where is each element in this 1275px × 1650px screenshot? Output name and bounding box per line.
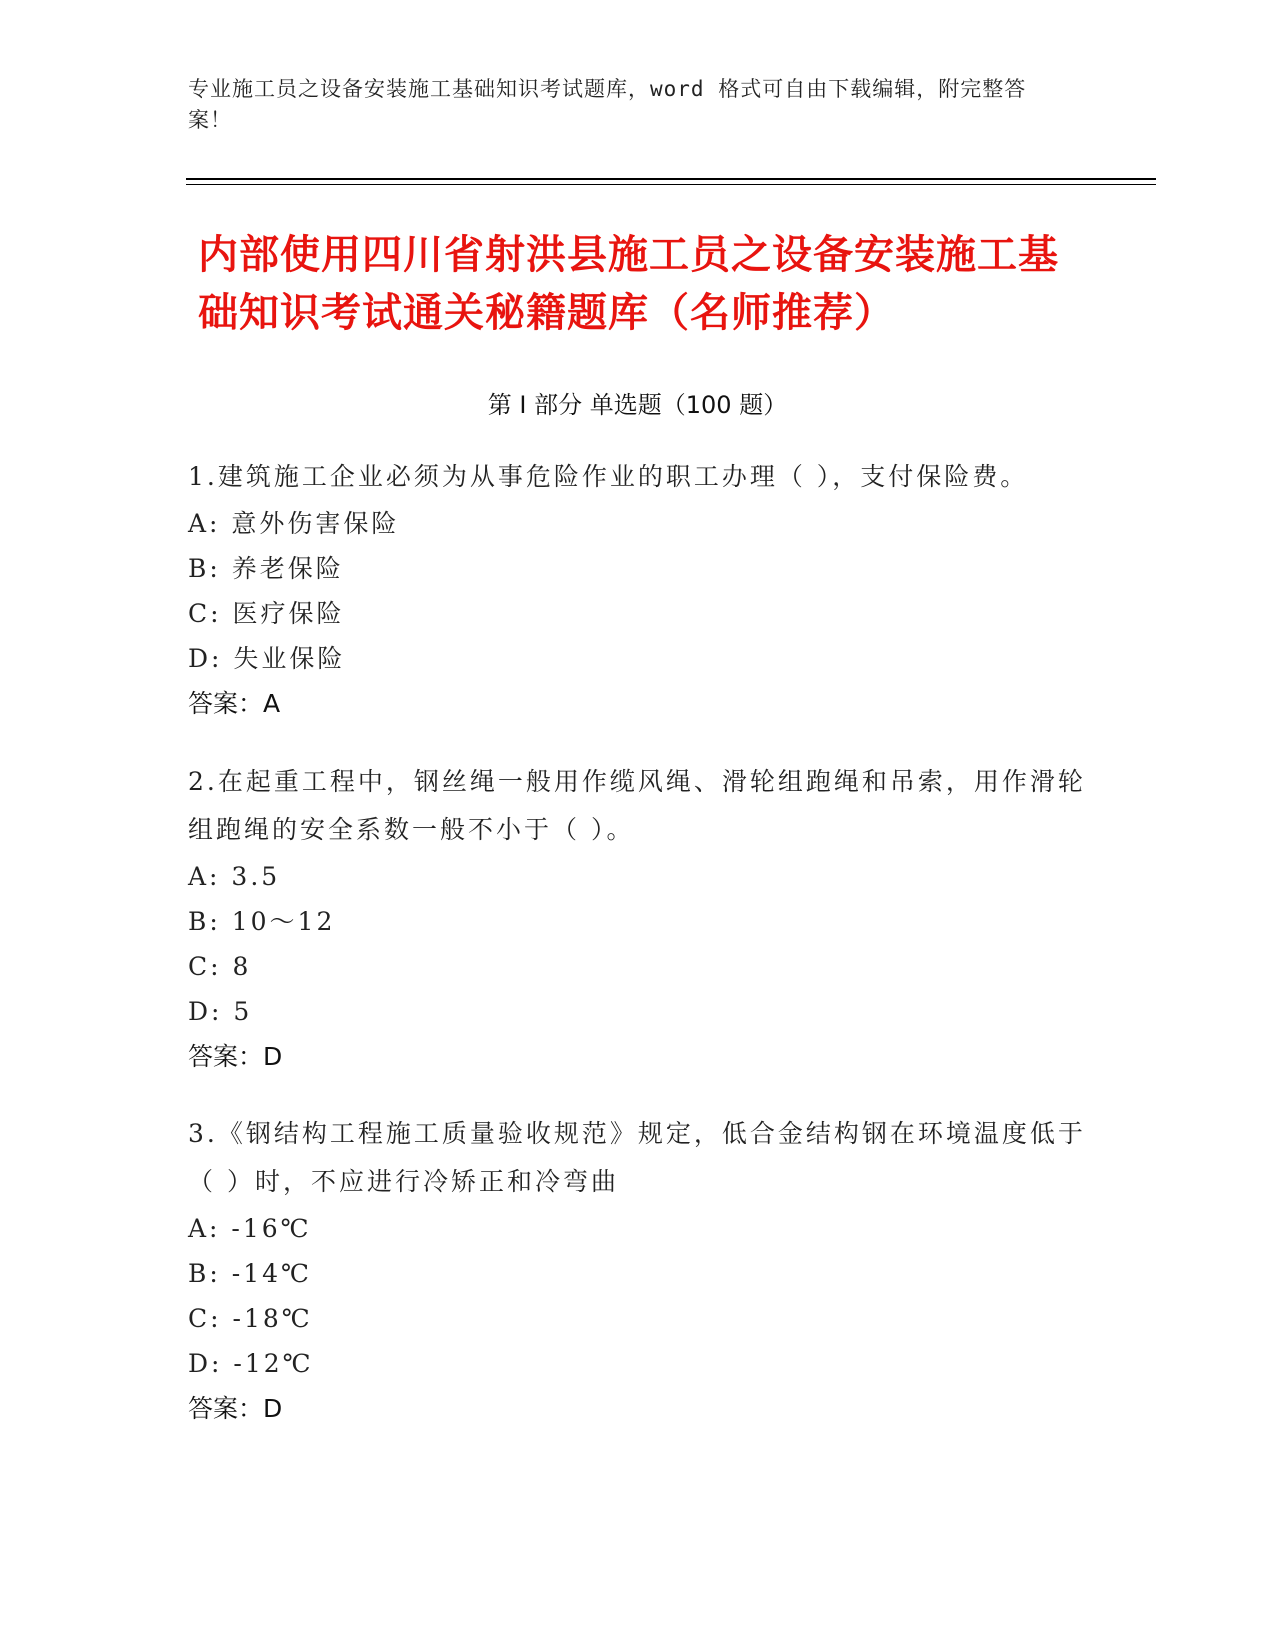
answer: 答案：D: [188, 1042, 283, 1071]
document-title: 内部使用四川省射洪县施工员之设备安装施工基础知识考试通关秘籍题库（名师推荐）: [198, 232, 1059, 336]
question-3: [188, 1110, 1088, 1431]
answer: 答案：D: [188, 1394, 283, 1423]
option-a: A: 意外伤害保险: [188, 509, 400, 538]
option-b: B: 养老保险: [188, 554, 344, 583]
option-b: B: -14℃: [188, 1259, 312, 1288]
question-1: [188, 453, 1088, 726]
answer: 答案：A: [188, 689, 281, 718]
option-b: B: 10～12: [188, 907, 336, 936]
header-divider-thin: [186, 184, 1156, 185]
option-d: D: 5: [188, 997, 253, 1026]
option-d: D: 失业保险: [188, 644, 346, 673]
option-c: C: 8: [188, 952, 252, 981]
question-stem: 1.建筑施工企业必须为从事危险作业的职工办理（ ），支付保险费。: [188, 462, 1029, 491]
section-heading: 第 I 部分 单选题（100 题）: [487, 391, 788, 419]
question-2: [188, 758, 1088, 1079]
question-stem: 2.在起重工程中，钢丝绳一般用作缆风绳、滑轮组跑绳和吊索，用作滑轮组跑绳的安全系数一般不小于（ ）。: [188, 767, 1086, 844]
option-d: D: -12℃: [188, 1349, 314, 1378]
option-a: A: 3.5: [188, 862, 281, 891]
header-note: 专业施工员之设备安装施工基础知识考试题库，word 格式可自由下载编辑，附完整答案！: [188, 77, 1027, 132]
option-c: C: -18℃: [188, 1304, 313, 1333]
option-a: A: -16℃: [188, 1214, 312, 1243]
option-c: C: 医疗保险: [188, 599, 345, 628]
header-divider-thick: [186, 178, 1156, 180]
question-stem: 3.《钢结构工程施工质量验收规范》规定，低合金结构钢在环境温度低于（ ）时，不应进行冷矫正和冷弯曲: [188, 1119, 1086, 1196]
